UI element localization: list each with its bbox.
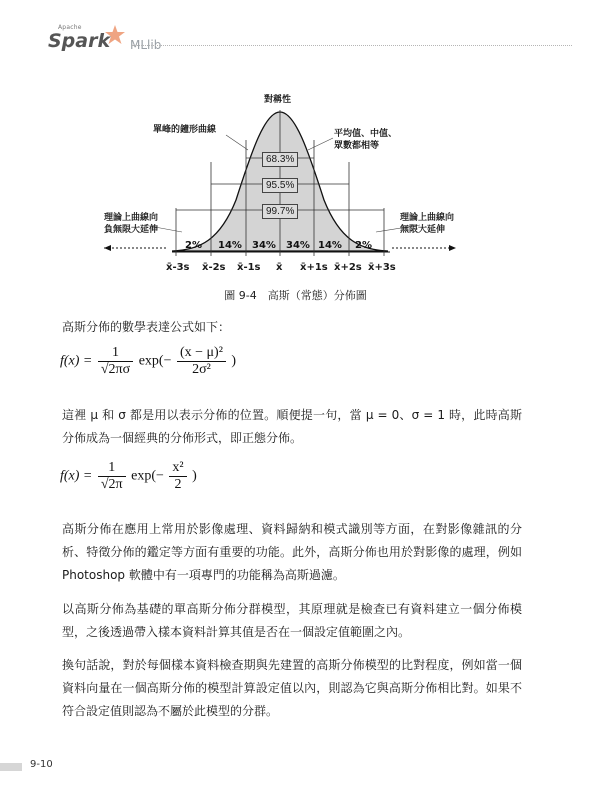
x-tick-label: x̄+3s xyxy=(368,262,396,273)
gaussian-formula xyxy=(60,345,236,378)
header-divider xyxy=(132,45,572,46)
standard-normal-formula xyxy=(60,460,197,493)
logo-apache-text: Apache xyxy=(58,24,82,31)
page-number: 9-10 xyxy=(30,759,53,770)
formula-exp-fraction xyxy=(169,460,186,493)
page-header xyxy=(0,0,591,70)
band-percent: 2% xyxy=(185,240,202,251)
star-icon xyxy=(104,24,126,46)
formula-exp: exp(− xyxy=(131,468,164,484)
range-99-box: 99.7% xyxy=(262,204,298,219)
formula-exp: exp(− xyxy=(138,353,172,369)
x-tick-label: x̄-3s xyxy=(166,262,190,273)
gaussian-figure xyxy=(0,90,591,315)
range-95-box: 95.5% xyxy=(262,178,298,193)
range-68-box: 68.3% xyxy=(262,152,298,167)
unimodal-label: 單峰的鐘形曲線 xyxy=(153,125,217,135)
formula-denominator: √2πσ xyxy=(100,362,131,377)
band-percent: 14% xyxy=(218,240,242,251)
left-tail-label-line1: 理論上曲線向 xyxy=(104,213,159,223)
formula-lhs: f(x) = xyxy=(60,468,93,484)
logo-spark-text: Spark xyxy=(48,30,111,52)
spark-mllib-logo xyxy=(28,24,168,64)
formula-exp-denominator: 2 xyxy=(174,477,182,492)
x-tick-label: x̄-1s xyxy=(237,262,261,273)
formula-numerator: 1 xyxy=(98,345,133,362)
figure-caption: 圖 9-4 高斯（常態）分佈圖 xyxy=(224,289,367,302)
formula-numerator: 1 xyxy=(98,460,126,477)
right-tail-label-line2: 無限大延伸 xyxy=(400,225,446,235)
formula-fraction xyxy=(98,345,133,378)
footer-marker xyxy=(0,763,22,771)
formula-close: ) xyxy=(231,353,237,369)
x-tick-label: x̄-2s xyxy=(202,262,226,273)
band-percent: 14% xyxy=(318,240,342,251)
logo-mllib-text: MLlib xyxy=(130,38,162,52)
formula-exp-fraction xyxy=(177,345,226,378)
symmetry-label: 對稱性 xyxy=(264,95,292,105)
formula-exp-numerator: (x − μ)² xyxy=(177,345,226,362)
paragraph-clustering-model: 以高斯分佈為基礎的單高斯分佈分群模型，其原理就是檢查已有資料建立一個分佈模型，之後透過帶入樣本資料計算其值是否在一個設定值範圍之內。 xyxy=(62,602,522,639)
x-tick-label: x̄+2s xyxy=(334,262,362,273)
paragraph-matching: 換句話說，對於每個樣本資料檢查期與先建置的高斯分佈模型的比對程度，例如當一個資料向量在一個高斯分佈的模型計算設定值以內，則認為它與高斯分佈相比對。如果不符合設定值則認為不屬於此模型的分群。 xyxy=(62,658,522,718)
paragraph-formula-intro: 高斯分佈的數學表達公式如下： xyxy=(62,320,231,334)
formula-close: ) xyxy=(192,468,197,484)
right-tail-label-line1: 理論上曲線向 xyxy=(400,213,455,223)
formula-lhs: f(x) = xyxy=(60,353,93,369)
paragraph-applications: 高斯分佈在應用上常用於影像處理、資料歸納和模式識別等方面，在對影像雜訊的分析、特徵分佈的鑑定等方面有重要的功能。此外，高斯分佈也用於對影像的處理，例如 Photoshop 軟體中有一項專門的功能稱為高斯過濾。 xyxy=(62,522,522,582)
formula-denominator: √2π xyxy=(100,477,123,492)
left-tail-label-line2: 負無限大延伸 xyxy=(104,225,159,235)
formula-exp-numerator: x² xyxy=(169,460,186,477)
x-tick-label: x̄ xyxy=(276,262,283,273)
mean-median-mode-label-line1: 平均值、中值、 xyxy=(334,129,398,139)
x-tick-label: x̄+1s xyxy=(300,262,328,273)
band-percent: 34% xyxy=(286,240,310,251)
band-percent: 34% xyxy=(252,240,276,251)
mean-median-mode-label-line2: 眾數都相等 xyxy=(334,141,380,151)
formula-fraction xyxy=(98,460,126,493)
formula-exp-denominator: 2σ² xyxy=(192,362,211,377)
paragraph-mu-sigma: 這裡 μ 和 σ 都是用以表示分佈的位置。順便提一句，當 μ = 0、σ = 1 時，此時高斯分佈成為一個經典的分佈形式，即正態分佈。 xyxy=(62,408,522,445)
band-percent: 2% xyxy=(355,240,372,251)
